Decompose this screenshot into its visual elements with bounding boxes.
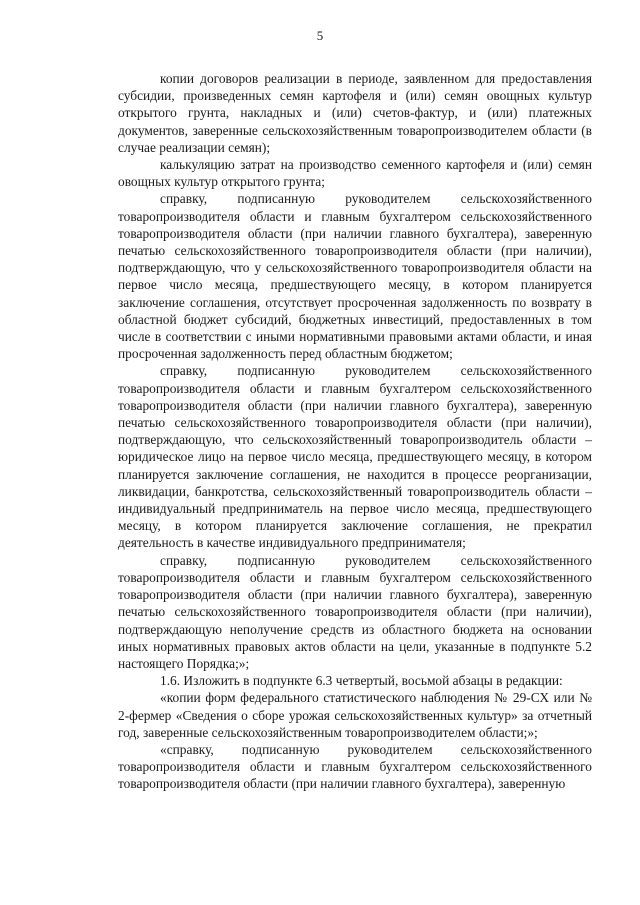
paragraph-seed-sales-contracts: копии договоров реализации в периоде, заявленном для предоставления субсидии, произведенных семян картофеля и (или) семян овощных культур открытого грунта, накладных и (или) счетов-фактур, и (или) платежных документов, заверенные сельскохозяйственным товаропроизводителем области (в случае реализации семян); <box>118 71 592 155</box>
paragraph-debt-certificate: справку, подписанную руководителем сельскохозяйственного товаропроизводителя области и главным бухгалтером сельскохозяйственного товаропроизводителя области (при наличии главного бухгалтера), заверенную печатью сельскохозяйственного товаропроизводителя области (при наличии), подтверждающую, что у сельскохозяйственного товаропроизводителя области на первое число месяца, предшествующего месяцу, в котором планируется заключение соглашения, отсутствует просроченная задолженность по возврату в областной бюджет субсидий, бюджетных инвестиций, предоставленных в том числе в соответствии с иными нормативными правовыми актами области, и иная просроченная задолженность перед областным бюджетом; <box>118 191 592 362</box>
paragraph-statistical-forms: «копии форм федерального статистического наблюдения № 29-СХ или № 2-фермер «Сведения о сборе урожая сельскохозяйственных культур» за отчетный год, заверенные сельскохозяйственным товаропроизводителем области;»; <box>118 690 592 740</box>
paragraph-amendment-1-6: 1.6. Изложить в подпункте 6.3 четвертый, восьмой абзацы в редакции: <box>160 673 563 689</box>
paragraph-non-receipt-certificate: справку, подписанную руководителем сельскохозяйственного товаропроизводителя области и главным бухгалтером сельскохозяйственного товаропроизводителя области (при наличии главного бухгалтера), заверенную печатью сельскохозяйственного товаропроизводителя области (при наличии), подтверждающую неполучение средств из областного бюджета на основании иных нормативных правовых актов области на цели, указанные в подпункте 5.2 настоящего Порядка;»; <box>118 552 592 671</box>
paragraph-cost-calculation: калькуляцию затрат на производство семенного картофеля и (или) семян овощных культур открытого грунта; <box>118 157 592 190</box>
document-body <box>118 70 592 793</box>
paragraph-reorganization-certificate: справку, подписанную руководителем сельскохозяйственного товаропроизводителя области и главным бухгалтером сельскохозяйственного товаропроизводителя области (при наличии главного бухгалтера), заверенную печатью сельскохозяйственного товаропроизводителя области (при наличии), подтверждающую, что сельскохозяйственный товаропроизводитель области – юридическое лицо на первое число месяца, предшествующего месяцу, в котором планируется заключение соглашения, не находится в процессе реорганизации, ликвидации, банкротства, сельскохозяйственный товаропроизводитель области – индивидуальный предприниматель на первое число месяца, предшествующего месяцу, в котором планируется заключение соглашения, не прекратил деятельность в качестве индивидуального предпринимателя; <box>118 363 592 551</box>
page-number: 5 <box>316 28 324 43</box>
paragraph-certificate-continued: «справку, подписанную руководителем сельскохозяйственного товаропроизводителя области и главным бухгалтером сельскохозяйственного товаропроизводителя области (при наличии главного бухгалтера), заверенную <box>118 741 592 792</box>
